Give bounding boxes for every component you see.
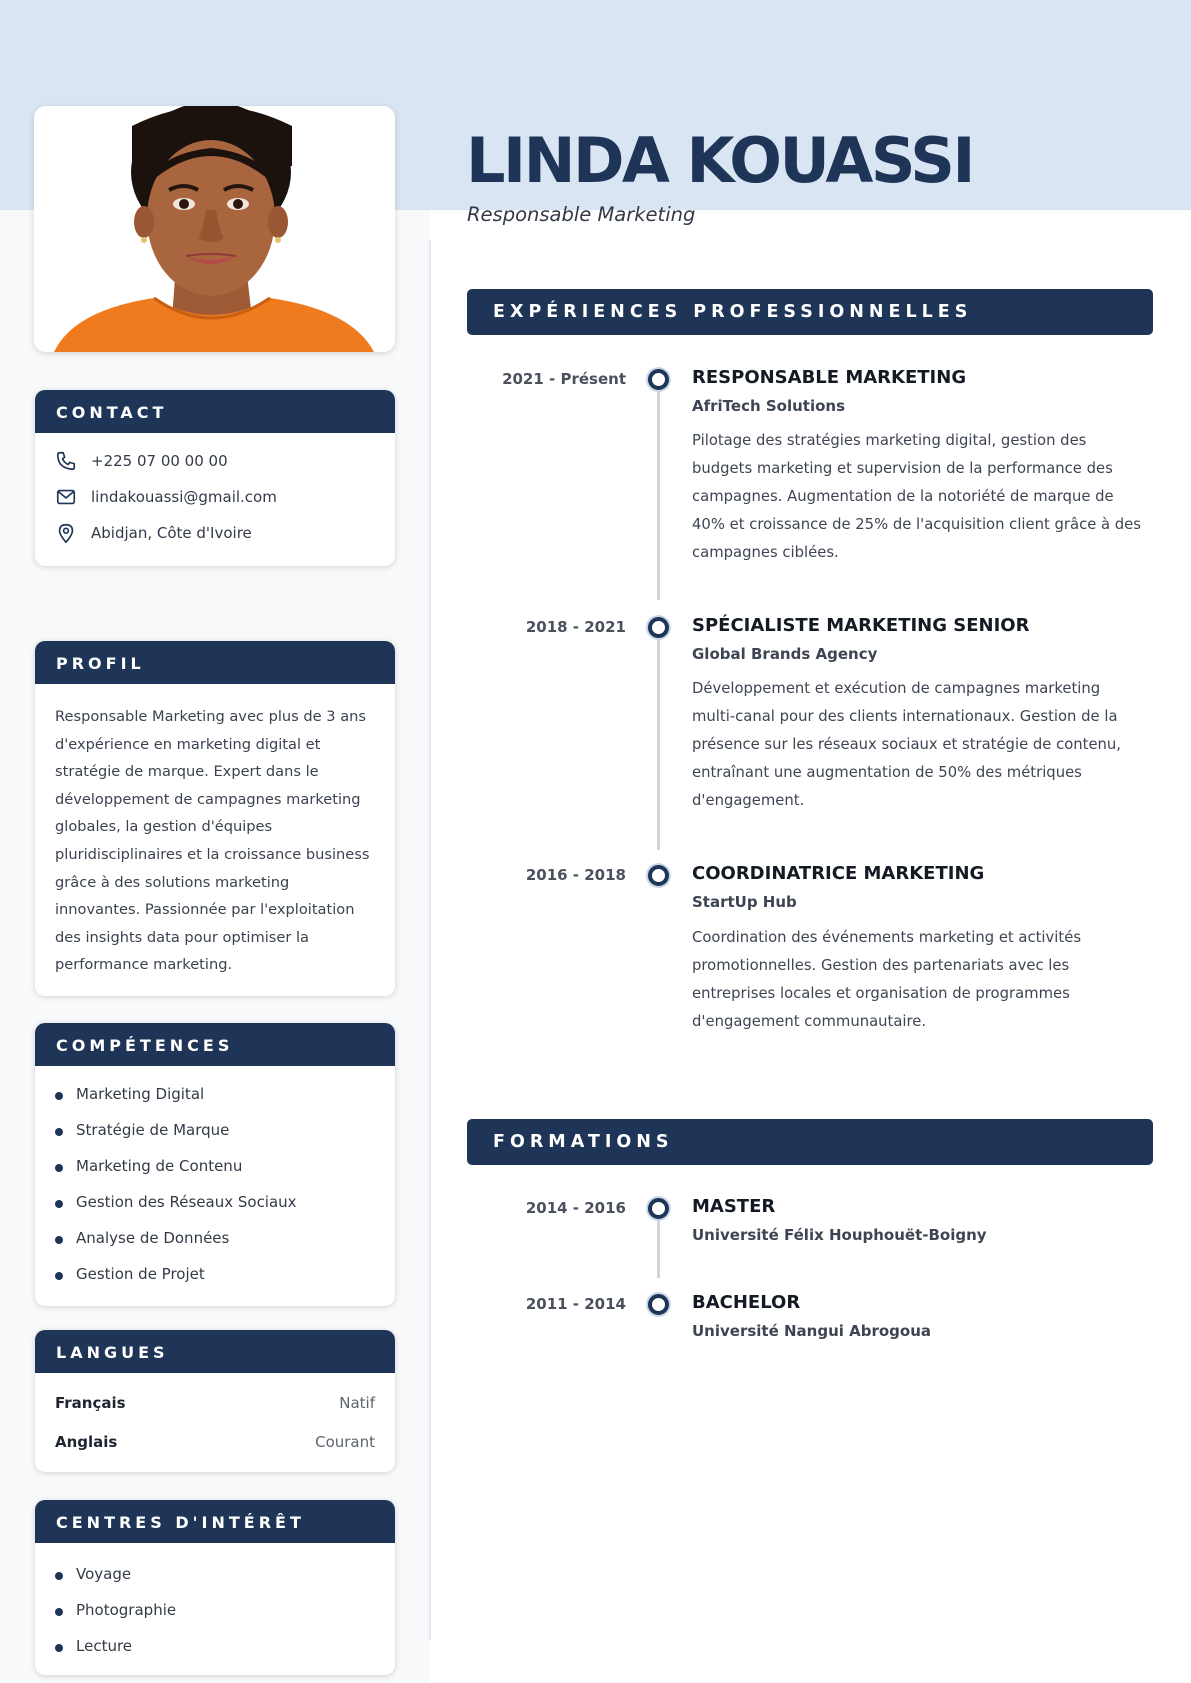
timeline-dot — [648, 369, 669, 390]
experience-company: AfriTech Solutions — [692, 397, 846, 415]
education-heading: FORMATIONS — [467, 1119, 1153, 1165]
timeline-line — [657, 640, 660, 850]
skill-item — [55, 1112, 297, 1148]
interests-list — [55, 1556, 176, 1664]
bullet-dot — [55, 1164, 63, 1172]
experience-description: Développement et exécution de campagnes marketing multi-canal pour des clients internationaux. Gestion de la présence sur les réseaux sociaux et stratégie de contenu, entraînant une augmentation de 50% des métriques d'engagement. — [692, 680, 1122, 809]
experience-company: Global Brands Agency — [692, 645, 878, 663]
bullet-dot — [55, 1644, 63, 1652]
education-date: 2014 - 2016 — [525, 1199, 626, 1217]
language-level: Courant — [315, 1433, 375, 1451]
timeline-dot — [648, 617, 669, 638]
bullet-dot — [55, 1572, 63, 1580]
languages-card — [35, 1330, 395, 1472]
sidebar-divider — [429, 240, 431, 1640]
skill-label: Marketing Digital — [76, 1085, 205, 1103]
bullet-dot — [55, 1200, 63, 1208]
experience-date: 2018 - 2021 — [525, 618, 626, 636]
timeline-dot — [648, 1198, 669, 1219]
skills-heading: COMPÉTENCES — [35, 1023, 395, 1066]
experience-description: Pilotage des stratégies marketing digital, gestion des budgets marketing et supervision de la performance des campagnes. Augmentation de la notoriété de marque de 40% et croissance de 25% de l'acquisition client grâce à des campagnes ciblées. — [692, 432, 1141, 561]
skill-item — [55, 1148, 297, 1184]
contact-card — [35, 390, 395, 566]
interest-label: Voyage — [76, 1565, 132, 1583]
profile-photo — [34, 106, 395, 352]
education-title: BACHELOR — [692, 1292, 801, 1313]
phone-icon — [55, 450, 77, 472]
skills-list — [55, 1076, 297, 1292]
experience-description: Coordination des événements marketing et activités promotionnelles. Gestion des partenariats avec les entreprises locales et organisation de programmes d'engagement communautaire. — [692, 929, 1082, 1030]
experience-title: RESPONSABLE MARKETING — [692, 367, 967, 388]
skill-label: Gestion des Réseaux Sociaux — [76, 1193, 297, 1211]
profile-card — [35, 641, 395, 996]
skill-label: Marketing de Contenu — [76, 1157, 243, 1175]
experience-title: SPÉCIALISTE MARKETING SENIOR — [692, 615, 1030, 636]
interest-label: Lecture — [76, 1637, 133, 1655]
skill-label: Analyse de Données — [76, 1229, 230, 1247]
interest-item — [55, 1592, 176, 1628]
profile-summary: Responsable Marketing avec plus de 3 ans d'expérience en marketing digital et stratégie de marque. Expert dans le développement de campagnes marketing globales, la gestion d'équipes pluridisciplinaires et la croissance business grâce à des solutions marketing innovantes. Passionnée par l'exploitation des insights data pour optimiser la performance marketing. — [55, 708, 370, 974]
skill-label: Gestion de Projet — [76, 1265, 205, 1283]
education-date: 2011 - 2014 — [525, 1295, 626, 1313]
contact-email[interactable] — [55, 486, 277, 508]
interests-heading: CENTRES D'INTÉRÊT — [35, 1500, 395, 1543]
skills-card — [35, 1023, 395, 1306]
timeline-dot — [648, 1294, 669, 1315]
bullet-dot — [55, 1128, 63, 1136]
skill-item — [55, 1184, 297, 1220]
portrait-illustration — [34, 106, 395, 352]
education-school: Université Nangui Abrogoua — [692, 1322, 932, 1340]
language-level: Natif — [339, 1394, 375, 1412]
timeline-line — [657, 380, 660, 600]
experience-date: 2016 - 2018 — [525, 866, 626, 884]
bullet-dot — [55, 1272, 63, 1280]
interest-item — [55, 1556, 176, 1592]
contact-phone[interactable] — [55, 450, 228, 472]
bullet-dot — [55, 1236, 63, 1244]
languages-heading: LANGUES — [35, 1330, 395, 1373]
timeline-line — [657, 1218, 660, 1278]
contact-heading: CONTACT — [35, 390, 395, 433]
experience-company: StartUp Hub — [692, 893, 797, 911]
timeline-dot — [648, 865, 669, 886]
phone-number: +225 07 00 00 00 — [91, 452, 228, 470]
bullet-dot — [55, 1092, 63, 1100]
location-text: Abidjan, Côte d'Ivoire — [91, 524, 252, 542]
skill-label: Stratégie de Marque — [76, 1121, 230, 1139]
language-row — [55, 1394, 375, 1412]
contact-location — [55, 522, 252, 544]
education-school: Université Félix Houphouët-Boigny — [692, 1226, 987, 1244]
interests-card — [35, 1500, 395, 1675]
bullet-dot — [55, 1608, 63, 1616]
candidate-title: Responsable Marketing — [467, 203, 696, 226]
mail-icon — [55, 486, 77, 508]
experience-date: 2021 - Présent — [502, 370, 626, 388]
email-address: lindakouassi@gmail.com — [91, 488, 277, 506]
skill-item — [55, 1076, 297, 1112]
skill-item — [55, 1256, 297, 1292]
candidate-name: LINDA KOUASSI — [466, 124, 973, 197]
experience-title: COORDINATRICE MARKETING — [692, 863, 985, 884]
language-name: Français — [55, 1394, 126, 1412]
profile-heading: PROFIL — [35, 641, 395, 684]
experience-heading: EXPÉRIENCES PROFESSIONNELLES — [467, 289, 1153, 335]
skill-item — [55, 1220, 297, 1256]
map-pin-icon — [55, 522, 77, 544]
interest-label: Photographie — [76, 1601, 177, 1619]
interest-item — [55, 1628, 176, 1664]
education-title: MASTER — [692, 1196, 776, 1217]
language-row — [55, 1433, 375, 1451]
language-name: Anglais — [55, 1433, 118, 1451]
